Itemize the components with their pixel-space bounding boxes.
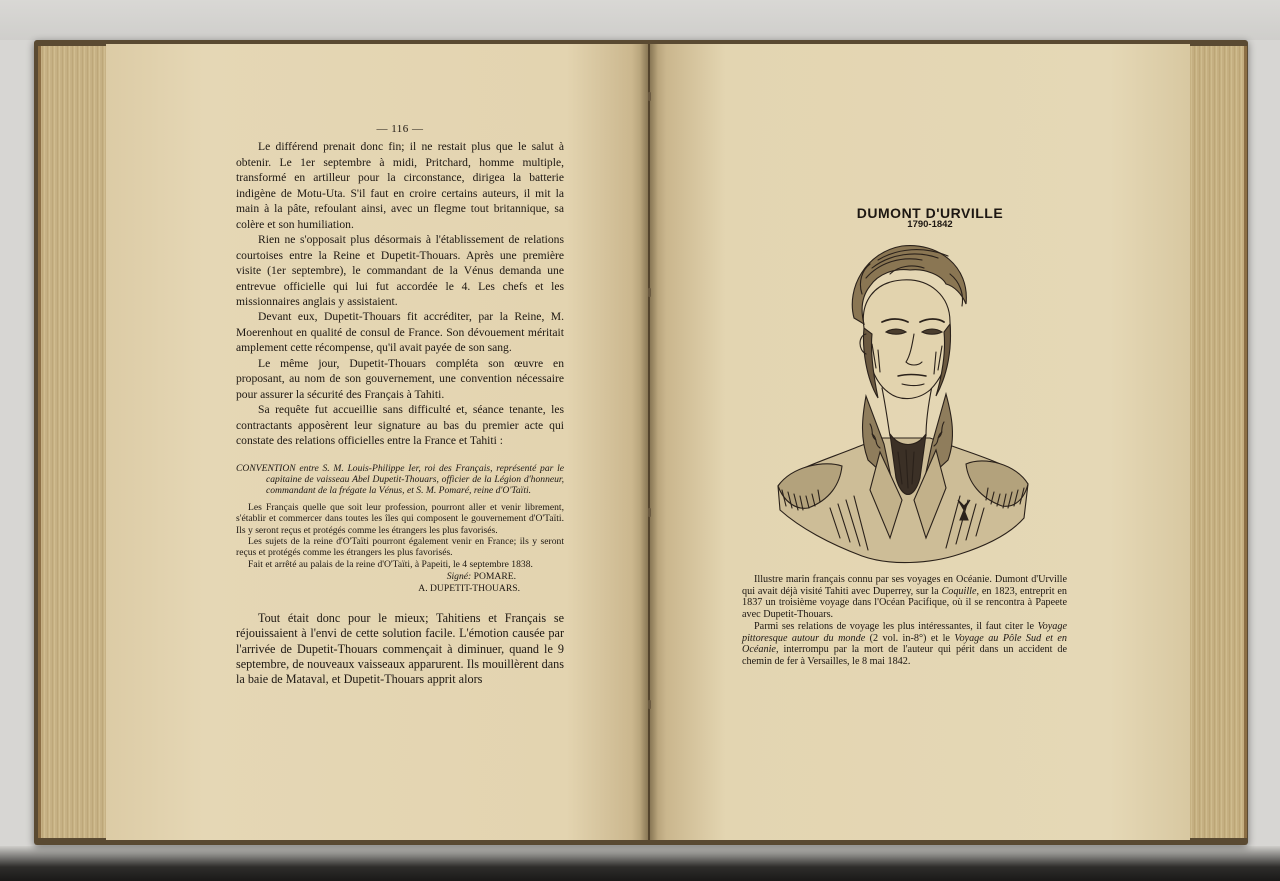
portrait-dates: 1790-1842 [907, 219, 953, 230]
work-title: Voyage au Pôle Sud et en Océanie [742, 632, 1067, 656]
binding-stitch [648, 508, 651, 517]
signature-dupetit-thouars: A. DUPETIT-THOUARS. [418, 582, 520, 594]
page-number: — 116 — [376, 123, 424, 135]
binding-stitch [648, 288, 651, 297]
page-edges-right [1188, 46, 1247, 838]
portrait-title: DUMONT D'URVILLE [856, 205, 1004, 221]
convention-article: Les sujets de la reine d'O'Taïti pourront également venir en France; ils y seront reçus et protégés comme les étrangers les plus favorisés. [236, 535, 564, 559]
paragraph: Tout était donc pour le mieux; Tahitiens et Français se réjouissaient à l'envi de cette solution facile. L'émotion causée par l'arrivée de Dupetit-Thouars commençait à diminuer, quand le 9 septembre, de nouveaux vaisseaux apparurent. Ils mouillèrent dans la baie de Mataval, et Dupetit-Thouars apprit alors [236, 610, 564, 687]
signature-line [236, 571, 564, 582]
scan-background-top [0, 0, 1280, 40]
portrait-engraving-icon [770, 238, 1038, 570]
binding-stitch [648, 92, 651, 101]
signature-label: Signé: [446, 571, 472, 583]
caption-text: Parmi ses relations de voyage les plus intéressantes, il faut citer le [754, 620, 1038, 632]
ship-name: Coquille [941, 585, 977, 597]
paragraph: Devant eux, Dupetit-Thouars fit accréditer, par la Reine, M. Moerenhout en qualité de consul de France. Son dévouement méritait amplement cette récompense, qu'il avait payée de son sang. [236, 310, 564, 355]
convention-article: Fait et arrêté au palais de la reine d'O'Taïti, à Papeiti, le 4 septembre 1838. [248, 558, 533, 570]
caption-text: , interrompu par la mort de l'auteur qui périt dans un accident de chemin de fer à Versailles, le 8 mai 1842. [742, 644, 1067, 667]
caption-text: Illustre marin français connu par ses voyages en Océanie. Dumont d'Urville qui avait déjà visité Tahiti avec Duperrey, sur la [742, 574, 1067, 597]
binding-stitch [648, 700, 651, 709]
paragraph: Rien ne s'opposait plus désormais à l'établissement de relations courtoises entre la Reine et Dupetit-Thouars. Après une première visite (1er septembre), le commandant de la Vénus demanda une entrevue officielle qui lui fut accordée le 4. Les chefs et les missionnaires anglais y assistaient. [236, 233, 564, 308]
closing-text [236, 611, 564, 687]
caption-text: , en 1823, entreprit en 1837 un troisième voyage dans l'Océan Pacifique, où il se rencontra à Papeete avec Dupetit-Thouars. [742, 585, 1067, 621]
book-gutter [640, 44, 658, 840]
work-title: Voyage pittoresque autour du monde [742, 620, 1067, 644]
page-edges-left [38, 46, 113, 838]
scan-background-bottom [0, 846, 1280, 881]
convention-article: Les Français quelle que soit leur profession, pourront aller et venir librement, s'établir et commercer dans toutes les îles qui composent le gouvernement d'O'Taïti. Ils y seront reçus et protégés comme les étrangers les plus favorisés. [236, 501, 564, 536]
caption-paragraph [742, 574, 1067, 621]
left-page-text [236, 122, 564, 687]
convention-block [236, 463, 564, 594]
paragraph: Le même jour, Dupetit-Thouars compléta son œuvre en proposant, au nom de son gouvernement, une convention nécessaire pour assurer la sécurité des Français à Tahiti. [236, 356, 564, 401]
portrait-caption [742, 574, 1067, 668]
paragraph: Le différend prenait donc fin; il ne restait plus que le salut à obtenir. Le 1er septembre à midi, Pritchard, homme multiple, transformé en artilleur pour la circonstance, dirigea la batterie indigène de Motu-Uta. S'il faut en croire certains auteurs, il mit la main à la pâte, refoulant ainsi, avec un flegme tout britannique, sa colère et son humiliation. [236, 140, 564, 231]
convention-heading: CONVENTION entre S. M. Louis-Philippe Ier, roi des Français, représenté par le capitaine de vaisseau Abel Dupetit-Thouars, officier de la Légion d'honneur, commandant de la frégate la Vénus, et S. M. Pomaré, reine d'O'Taïti. [236, 462, 564, 497]
signature-pomare: POMARE. [473, 571, 516, 583]
caption-paragraph [742, 621, 1067, 668]
caption-text: (2 vol. in-8°) et le [865, 632, 955, 644]
paragraph: Sa requête fut accueillie sans difficulté et, séance tenante, les contractants apposèrent leur signature au bas du premier acte qui constate des relations officielles entre la France et Tahiti : [236, 403, 564, 448]
